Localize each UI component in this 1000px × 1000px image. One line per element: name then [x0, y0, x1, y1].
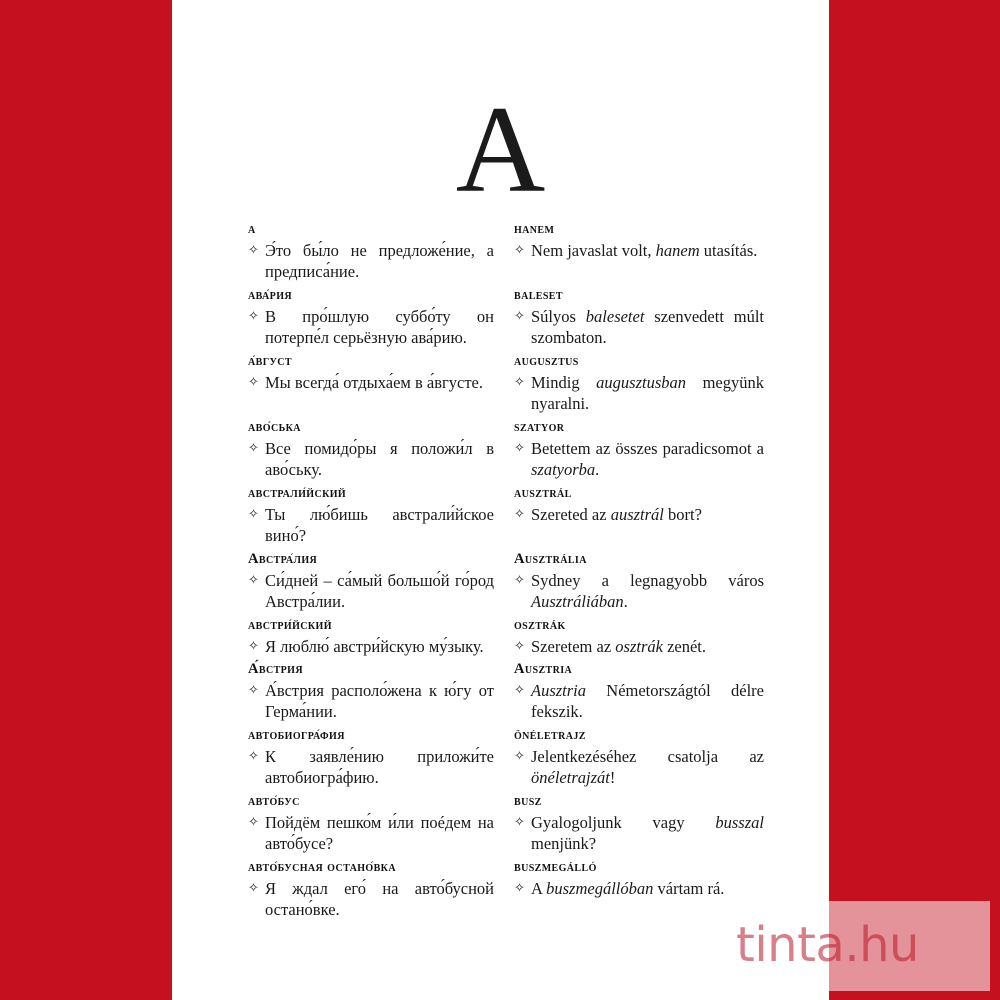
section-letter: A — [455, 81, 546, 218]
russian-entry — [248, 419, 494, 480]
diamond-sparkle-icon: ✧ — [248, 815, 259, 830]
headword: автобиогра́фия — [248, 727, 345, 743]
example-text: Э́то бы́ло не предложе́ние, а предписа́ние. — [265, 241, 494, 281]
russian-entry — [248, 661, 494, 722]
example-text: Си́дней – са́мый большо́й го́род Австра́лии. — [265, 571, 494, 611]
example-sentence — [248, 746, 494, 788]
example-text: bort? — [663, 505, 702, 524]
diamond-sparkle-icon: ✧ — [248, 749, 259, 764]
example-highlight: busszal — [715, 813, 764, 832]
russian-entry — [248, 221, 494, 282]
example-text: utasítás. — [699, 241, 758, 260]
example-text: Németországtól délre fekszik. — [531, 681, 764, 721]
diamond-sparkle-icon: ✧ — [248, 881, 259, 896]
example-sentence — [514, 372, 764, 414]
diamond-sparkle-icon: ✧ — [514, 375, 525, 390]
example-highlight: osztrák — [615, 637, 663, 656]
example-sentence — [248, 878, 494, 920]
diamond-sparkle-icon: ✧ — [514, 507, 525, 522]
example-text: . — [595, 460, 600, 479]
example-text: Ты лю́бишь австрали́йское вино́? — [265, 505, 494, 545]
example-sentence — [514, 306, 764, 348]
hungarian-entry — [514, 551, 764, 612]
example-sentence — [514, 240, 764, 261]
example-text: megyünk nyaralni. — [531, 373, 764, 413]
example-highlight: önéletrajzát — [531, 768, 610, 787]
diamond-sparkle-icon: ✧ — [514, 881, 525, 896]
hungarian-entry — [514, 661, 764, 722]
headword: А́встрия — [248, 661, 303, 677]
example-sentence — [514, 812, 764, 854]
headword: busz — [514, 793, 542, 809]
example-text: Szereted az — [531, 505, 611, 524]
example-text: Я ждал его́ на авто́бусной остано́вке. — [265, 879, 494, 919]
diamond-sparkle-icon: ✧ — [514, 441, 525, 456]
example-text: Jelentkezéséhez csatolja az — [531, 747, 764, 766]
example-text: Szeretem az — [531, 637, 616, 656]
example-sentence — [248, 812, 494, 854]
headword: szatyor — [514, 419, 565, 435]
hungarian-entry — [514, 485, 764, 525]
hungarian-entry — [514, 353, 764, 414]
headword: Ausztrália — [514, 551, 587, 567]
headword: австри́йский — [248, 617, 332, 633]
headword: ава́рия — [248, 287, 292, 303]
example-text: Gyalogoljunk vagy — [531, 813, 716, 832]
headword: авто́бусная остано́вка — [248, 859, 396, 875]
headword: Ausztria — [514, 661, 573, 677]
diamond-sparkle-icon: ✧ — [514, 573, 525, 588]
example-sentence — [514, 878, 764, 899]
hungarian-entry — [514, 287, 764, 348]
headword: osztrák — [514, 617, 566, 633]
headword: önéletrajz — [514, 727, 586, 743]
example-text: vártam rá. — [653, 879, 725, 898]
example-highlight: szatyorba — [531, 460, 596, 479]
example-text: Nem javaslat volt, — [531, 241, 656, 260]
russian-entry — [248, 353, 494, 393]
headword: baleset — [514, 287, 563, 303]
example-sentence — [248, 504, 494, 546]
diamond-sparkle-icon: ✧ — [248, 375, 259, 390]
russian-entry — [248, 859, 494, 920]
diamond-sparkle-icon: ✧ — [514, 639, 525, 654]
russian-entry — [248, 287, 494, 348]
russian-entry — [248, 727, 494, 788]
example-text: Я люблю́ австри́йскую му́зыку. — [265, 637, 484, 656]
headword: австрали́йский — [248, 485, 347, 501]
diamond-sparkle-icon: ✧ — [248, 309, 259, 324]
russian-entry — [248, 617, 494, 657]
example-sentence — [248, 372, 494, 393]
headword: buszmegálló — [514, 859, 597, 875]
example-text: Betettem az összes paradicsomot a — [531, 439, 764, 458]
example-text: К заявле́нию приложи́те автобиогра́фию. — [265, 747, 494, 787]
example-text: zenét. — [662, 637, 707, 656]
example-highlight: hanem — [655, 241, 700, 260]
example-text: Все помидо́ры я положи́л в аво́ську. — [265, 439, 494, 479]
diamond-sparkle-icon: ✧ — [248, 441, 259, 456]
example-highlight: ausztrál — [610, 505, 664, 524]
hungarian-entry — [514, 859, 764, 899]
example-text: Sydney a legnagyobb város — [531, 571, 764, 590]
example-text: szenvedett múlt szombaton. — [531, 307, 765, 347]
diamond-sparkle-icon: ✧ — [248, 507, 259, 522]
headword: Австра́лия — [248, 551, 318, 567]
example-highlight: augusztusban — [596, 373, 687, 392]
example-sentence — [514, 504, 764, 525]
headword: а — [248, 221, 256, 237]
diamond-sparkle-icon: ✧ — [514, 815, 525, 830]
watermark-text: tinta.hu — [736, 917, 919, 973]
example-highlight: Ausztráliában — [531, 592, 624, 611]
dictionary-page — [172, 0, 829, 1000]
example-sentence — [514, 570, 764, 612]
example-text: А́встрия располо́жена к ю́гу от Герма́нии. — [265, 681, 494, 721]
example-text: В про́шлую суббо́ту он потерпе́л серьёзную ава́рию. — [265, 307, 494, 347]
diamond-sparkle-icon: ✧ — [248, 683, 259, 698]
example-text: Мы всегда́ отдыха́ем в а́вгусте. — [265, 373, 483, 392]
diamond-sparkle-icon: ✧ — [248, 639, 259, 654]
example-sentence — [248, 636, 494, 657]
headword: аво́ська — [248, 419, 301, 435]
headword: авто́бус — [248, 793, 300, 809]
example-text: ! — [609, 768, 616, 787]
russian-entry — [248, 551, 494, 612]
headword: ausztrál — [514, 485, 572, 501]
example-text: . — [623, 592, 628, 611]
hungarian-entry — [514, 727, 764, 788]
example-sentence — [248, 306, 494, 348]
diamond-sparkle-icon: ✧ — [248, 243, 259, 258]
example-highlight: balesetet — [585, 307, 645, 326]
diamond-sparkle-icon: ✧ — [514, 749, 525, 764]
example-sentence — [514, 636, 764, 657]
headword: hanem — [514, 221, 555, 237]
hungarian-entry — [514, 617, 764, 657]
example-sentence — [514, 746, 764, 788]
russian-entry — [248, 485, 494, 546]
diamond-sparkle-icon: ✧ — [514, 683, 525, 698]
example-text: menjünk? — [531, 834, 597, 853]
example-sentence — [514, 680, 764, 722]
example-text: Пойдём пешко́м и́ли поéдем на авто́бусе? — [265, 813, 494, 853]
example-text: Súlyos — [531, 307, 586, 326]
example-sentence — [514, 438, 764, 480]
example-highlight: Ausztria — [531, 681, 587, 700]
example-sentence — [248, 438, 494, 480]
example-text: A — [531, 879, 547, 898]
example-sentence — [248, 570, 494, 612]
hungarian-entry — [514, 419, 764, 480]
russian-entry — [248, 793, 494, 854]
example-sentence — [248, 240, 494, 282]
example-highlight: buszmegállóban — [546, 879, 654, 898]
example-sentence — [248, 680, 494, 722]
hungarian-entry — [514, 793, 764, 854]
example-text: Mindig — [531, 373, 597, 392]
headword: а́вгуст — [248, 353, 292, 369]
diamond-sparkle-icon: ✧ — [248, 573, 259, 588]
headword: augusztus — [514, 353, 579, 369]
diamond-sparkle-icon: ✧ — [514, 243, 525, 258]
diamond-sparkle-icon: ✧ — [514, 309, 525, 324]
hungarian-entry — [514, 221, 764, 261]
